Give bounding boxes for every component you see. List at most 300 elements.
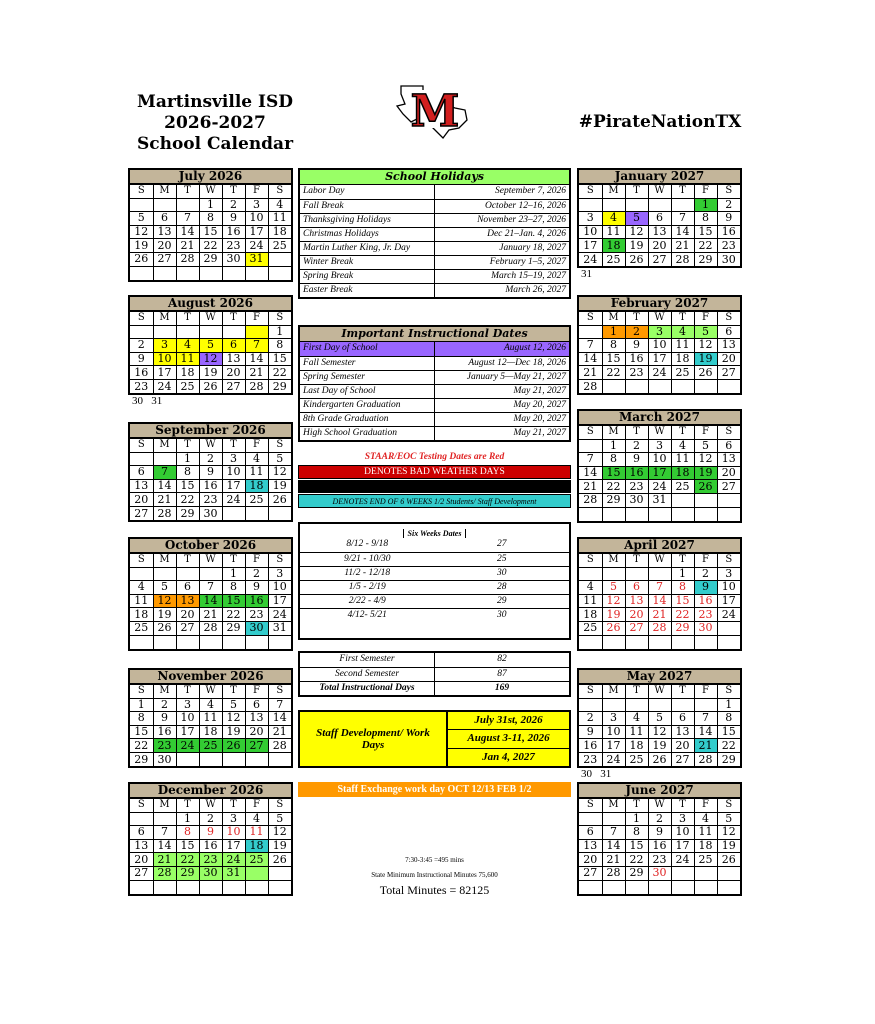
day-cell: 21 [199, 608, 222, 622]
day-cell: 11 [625, 725, 648, 739]
day-cell [130, 266, 153, 280]
month-grid [579, 425, 740, 521]
day-cell: 28 [153, 506, 176, 520]
row-label: Martin Luther King, Jr. Day [300, 241, 435, 255]
day-cell [694, 866, 717, 880]
row-value: May 20, 2027 [435, 398, 570, 412]
day-cell: 20 [671, 739, 694, 753]
day-cell [602, 507, 625, 521]
day-cell: 20 [648, 239, 671, 253]
month-grid [130, 438, 291, 520]
day-cell: 10 [579, 225, 602, 239]
day-cell [717, 621, 740, 635]
day-cell: 18 [199, 725, 222, 739]
day-cell: 16 [625, 352, 648, 366]
table-row [300, 566, 569, 580]
day-cell: 19 [199, 366, 222, 380]
day-cell: 10 [671, 826, 694, 840]
day-cell: 21 [153, 493, 176, 507]
staff-development-box [298, 710, 571, 768]
row-value: 28 [435, 580, 570, 594]
school-year: 2026-2027 [164, 113, 266, 133]
day-cell: 9 [717, 212, 740, 226]
day-cell [245, 266, 268, 280]
six-weeks-title: Six Weeks Dates [403, 529, 467, 538]
day-cell: 27 [717, 366, 740, 380]
table-row [300, 594, 569, 608]
weekday-header: T [222, 799, 245, 813]
day-cell: 17 [648, 352, 671, 366]
staff-date: Jan 4, 2027 [482, 750, 535, 763]
day-cell [153, 880, 176, 894]
day-cell: 3 [648, 325, 671, 339]
day-cell: 14 [153, 839, 176, 853]
weekday-header: T [625, 685, 648, 699]
day-cell: 1 [602, 325, 625, 339]
holidays-table [300, 185, 569, 297]
day-cell: 29 [625, 866, 648, 880]
day-cell: 23 [222, 239, 245, 253]
day-cell: 29 [671, 621, 694, 635]
weekday-header: S [268, 439, 291, 453]
day-cell: 8 [602, 453, 625, 467]
month-title: November 2026 [130, 670, 291, 684]
day-cell: 26 [268, 493, 291, 507]
day-cell: 12 [268, 826, 291, 840]
calendar-month [128, 168, 293, 282]
weekday-header: S [268, 799, 291, 813]
day-cell: 9 [625, 339, 648, 353]
day-cell: 18 [245, 839, 268, 853]
day-cell [268, 635, 291, 649]
day-cell: 19 [602, 608, 625, 622]
day-cell: 8 [176, 466, 199, 480]
day-cell: 17 [717, 594, 740, 608]
day-cell: 9 [245, 581, 268, 595]
day-cell: 2 [625, 439, 648, 453]
day-cell [625, 507, 648, 521]
day-cell: 18 [245, 479, 268, 493]
row-label: 2/22 - 4/9 [300, 594, 435, 608]
weekday-header: F [694, 685, 717, 699]
day-cell: 24 [717, 608, 740, 622]
day-cell: 18 [176, 366, 199, 380]
weekday-header: S [579, 312, 602, 326]
day-cell: 2 [717, 198, 740, 212]
day-cell: 7 [579, 339, 602, 353]
day-cell: 8 [602, 339, 625, 353]
day-cell: 28 [602, 866, 625, 880]
day-cell: 2 [222, 198, 245, 212]
day-cell: 19 [694, 466, 717, 480]
row-label: Last Day of School [300, 384, 435, 398]
day-cell: 17 [245, 225, 268, 239]
row-value: August 12, 2026 [435, 342, 570, 356]
day-cell: 11 [245, 826, 268, 840]
calendar-month [128, 537, 293, 651]
day-cell: 26 [153, 621, 176, 635]
day-cell: 18 [671, 466, 694, 480]
row-label: 9/21 - 10/30 [300, 552, 435, 566]
day-cell: 28 [579, 379, 602, 393]
day-cell [648, 880, 671, 894]
table-row [300, 283, 569, 297]
weekday-header: S [130, 439, 153, 453]
six-weeks-box [298, 522, 571, 640]
day-cell: 24 [602, 752, 625, 766]
day-cell: 20 [717, 352, 740, 366]
day-cell: 17 [602, 739, 625, 753]
day-cell [199, 325, 222, 339]
day-cell [176, 266, 199, 280]
table-row [300, 241, 569, 255]
weekday-header: S [717, 799, 740, 813]
row-label: Thanksgiving Holidays [300, 213, 435, 227]
day-cell: 13 [222, 352, 245, 366]
day-cell: 6 [625, 581, 648, 595]
day-cell: 25 [625, 752, 648, 766]
weekday-header: F [245, 439, 268, 453]
day-cell [153, 266, 176, 280]
day-cell [268, 252, 291, 266]
day-cell: 31 [245, 252, 268, 266]
day-cell: 27 [671, 752, 694, 766]
day-cell: 19 [222, 725, 245, 739]
day-cell: 4 [671, 439, 694, 453]
day-cell: 6 [717, 325, 740, 339]
day-cell: 14 [199, 594, 222, 608]
day-cell: 23 [625, 366, 648, 380]
calendar-month [577, 295, 742, 395]
instructional-table [300, 342, 569, 440]
day-cell [648, 198, 671, 212]
row-value: May 20, 2027 [435, 412, 570, 426]
day-cell: 4 [130, 581, 153, 595]
day-cell: 11 [176, 352, 199, 366]
day-cell [153, 567, 176, 581]
day-cell: 26 [268, 853, 291, 867]
day-cell: 19 [153, 608, 176, 622]
day-cell: 25 [694, 853, 717, 867]
day-cell: 13 [625, 594, 648, 608]
day-cell: 6 [717, 439, 740, 453]
day-cell: 24 [268, 608, 291, 622]
month-grid [579, 184, 740, 266]
row-label: Christmas Holidays [300, 227, 435, 241]
day-cell: 5 [153, 581, 176, 595]
instructional-dates-title: Important Instructional Dates [300, 327, 569, 342]
day-cell: 29 [199, 252, 222, 266]
day-cell: 8 [625, 826, 648, 840]
day-cell: 5 [717, 812, 740, 826]
day-cell: 7 [153, 466, 176, 480]
weekday-header: T [222, 312, 245, 326]
day-cell: 22 [602, 480, 625, 494]
day-cell: 9 [625, 453, 648, 467]
day-cell: 7 [153, 826, 176, 840]
weekday-header: M [602, 685, 625, 699]
day-cell: 28 [671, 252, 694, 266]
day-cell [671, 493, 694, 507]
day-cell: 21 [602, 853, 625, 867]
day-cell: 25 [671, 480, 694, 494]
day-cell: 10 [153, 352, 176, 366]
day-cell [222, 506, 245, 520]
day-cell [579, 698, 602, 712]
day-cell: 21 [671, 239, 694, 253]
day-cell: 22 [268, 366, 291, 380]
day-cell [153, 812, 176, 826]
row-label: Winter Break [300, 255, 435, 269]
day-cell [268, 880, 291, 894]
day-cell: 1 [602, 439, 625, 453]
day-cell: 1 [694, 198, 717, 212]
day-cell: 12 [717, 826, 740, 840]
day-cell: 11 [602, 225, 625, 239]
day-cell: 21 [694, 739, 717, 753]
table-row [300, 426, 569, 440]
staff-date: August 3-11, 2026 [448, 730, 569, 748]
day-cell: 31 [268, 621, 291, 635]
day-cell [694, 880, 717, 894]
day-cell: 30 [153, 752, 176, 766]
day-cell: 8 [176, 826, 199, 840]
day-cell [648, 379, 671, 393]
day-cell: 27 [176, 621, 199, 635]
day-cell: 24 [579, 252, 602, 266]
day-cell: 16 [579, 739, 602, 753]
row-label: 8/12 - 9/18 [346, 539, 389, 550]
day-cell [130, 198, 153, 212]
day-cell: 22 [671, 608, 694, 622]
month-grid [130, 184, 291, 280]
day-cell [671, 635, 694, 649]
weekday-header: F [245, 185, 268, 199]
day-cell: 21 [579, 480, 602, 494]
weekday-header: M [153, 439, 176, 453]
day-cell: 18 [268, 225, 291, 239]
day-cell: 7 [579, 453, 602, 467]
day-cell: 25 [579, 621, 602, 635]
day-cell [176, 567, 199, 581]
day-cell [602, 635, 625, 649]
day-cell: 24 [153, 379, 176, 393]
weekday-header: S [130, 312, 153, 326]
day-cell [222, 325, 245, 339]
weekday-header: F [694, 312, 717, 326]
day-cell [130, 452, 153, 466]
day-cell: 30 [199, 506, 222, 520]
day-cell: 13 [579, 839, 602, 853]
day-cell: 15 [717, 725, 740, 739]
day-cell: 6 [579, 826, 602, 840]
day-cell: 22 [176, 493, 199, 507]
weekday-header: T [176, 685, 199, 699]
day-cell: 19 [717, 839, 740, 853]
day-cell [602, 198, 625, 212]
day-cell [268, 866, 291, 880]
row-label: 4/12- 5/21 [300, 608, 435, 622]
day-cell: 29 [694, 252, 717, 266]
day-cell: 15 [602, 466, 625, 480]
day-cell [199, 880, 222, 894]
day-cell: 16 [130, 366, 153, 380]
day-cell: 23 [625, 480, 648, 494]
day-cell: 12 [602, 594, 625, 608]
day-cell [245, 325, 268, 339]
day-cell: 5 [694, 439, 717, 453]
day-cell: 26 [222, 739, 245, 753]
day-cell: 17 [176, 725, 199, 739]
day-cell [579, 198, 602, 212]
day-cell: 29 [602, 493, 625, 507]
calendar-month [128, 782, 293, 896]
day-cell [694, 507, 717, 521]
day-cell: 7 [648, 581, 671, 595]
day-cell [130, 880, 153, 894]
day-cell [602, 812, 625, 826]
day-cell: 7 [199, 581, 222, 595]
day-cell: 14 [579, 352, 602, 366]
row-value: October 12–16, 2026 [435, 199, 570, 213]
day-cell: 16 [625, 466, 648, 480]
hashtag: #PirateNationTX [578, 112, 742, 132]
row-label: Easter Break [300, 283, 435, 297]
day-cell: 16 [694, 594, 717, 608]
day-cell [648, 635, 671, 649]
day-cell: 19 [648, 739, 671, 753]
day-cell: 23 [199, 853, 222, 867]
day-cell: 19 [130, 239, 153, 253]
day-cell: 6 [130, 466, 153, 480]
day-cell [245, 506, 268, 520]
day-cell: 21 [579, 366, 602, 380]
day-cell: 15 [130, 725, 153, 739]
day-cell [717, 635, 740, 649]
day-cell: 23 [130, 379, 153, 393]
day-cell: 2 [199, 452, 222, 466]
day-cell [222, 752, 245, 766]
calendar-month [128, 295, 293, 395]
day-cell: 21 [268, 725, 291, 739]
day-cell: 9 [694, 581, 717, 595]
day-cell: 11 [130, 594, 153, 608]
day-cell [199, 567, 222, 581]
row-label: 8th Grade Graduation [300, 412, 435, 426]
day-cell: 4 [176, 339, 199, 353]
day-cell: 8 [694, 212, 717, 226]
day-cell: 7 [602, 826, 625, 840]
calendar-month [128, 668, 293, 768]
overflow-days: 30 31 [132, 395, 163, 407]
table-row [300, 255, 569, 269]
day-cell: 8 [130, 712, 153, 726]
weekday-header: S [130, 685, 153, 699]
weekday-header: T [671, 312, 694, 326]
weekday-header: T [671, 685, 694, 699]
table-row [300, 342, 569, 356]
day-cell: 26 [602, 621, 625, 635]
day-cell: 13 [176, 594, 199, 608]
day-cell [199, 266, 222, 280]
day-cell: 24 [176, 739, 199, 753]
table-row [300, 370, 569, 384]
texas-m-logo-icon [393, 80, 473, 142]
day-cell [625, 698, 648, 712]
day-cell: 19 [268, 839, 291, 853]
day-cell: 11 [268, 212, 291, 226]
day-cell: 4 [199, 698, 222, 712]
row-label: Second Semester [300, 667, 435, 681]
day-cell: 13 [130, 479, 153, 493]
weekday-header: M [602, 554, 625, 568]
weekday-header: T [671, 185, 694, 199]
day-cell: 18 [694, 839, 717, 853]
table-row [300, 608, 569, 622]
day-cell: 18 [625, 739, 648, 753]
day-cell: 11 [199, 712, 222, 726]
day-cell: 25 [130, 621, 153, 635]
day-cell: 17 [268, 594, 291, 608]
weekday-header: S [717, 685, 740, 699]
weekday-header: W [199, 685, 222, 699]
day-cell: 9 [199, 466, 222, 480]
weekday-header: T [671, 426, 694, 440]
day-cell: 4 [625, 712, 648, 726]
day-cell [671, 507, 694, 521]
day-cell: 10 [717, 581, 740, 595]
month-grid [579, 553, 740, 649]
day-cell [671, 880, 694, 894]
table-row [300, 384, 569, 398]
day-cell: 6 [222, 339, 245, 353]
month-title: January 2027 [579, 170, 740, 184]
day-cell: 10 [176, 712, 199, 726]
weekday-header: M [602, 312, 625, 326]
day-cell [625, 379, 648, 393]
day-cell [222, 880, 245, 894]
table-row [300, 667, 569, 681]
day-cell: 10 [245, 212, 268, 226]
day-cell: 3 [153, 339, 176, 353]
weekday-header: W [648, 799, 671, 813]
row-value: February 1–5, 2027 [435, 255, 570, 269]
total-minutes: Total Minutes = 82125 [379, 883, 490, 897]
day-cell [671, 698, 694, 712]
day-cell [153, 635, 176, 649]
table-row [300, 356, 569, 370]
day-cell: 22 [717, 739, 740, 753]
day-cell: 19 [694, 352, 717, 366]
staar-legend: STAAR/EOC Testing Dates are Red [364, 452, 505, 462]
day-cell: 9 [222, 212, 245, 226]
day-cell: 28 [176, 252, 199, 266]
month-title: March 2027 [579, 411, 740, 425]
weekday-header: M [153, 185, 176, 199]
day-cell: 2 [199, 812, 222, 826]
day-cell: 3 [602, 712, 625, 726]
day-cell: 15 [602, 352, 625, 366]
weekday-header: T [625, 185, 648, 199]
day-cell: 13 [153, 225, 176, 239]
day-cell [579, 439, 602, 453]
day-cell: 30 [245, 621, 268, 635]
day-cell [176, 325, 199, 339]
day-cell: 12 [268, 466, 291, 480]
day-cell: 14 [153, 479, 176, 493]
day-cell: 27 [717, 480, 740, 494]
row-label: Total Instructional Days [300, 681, 435, 695]
